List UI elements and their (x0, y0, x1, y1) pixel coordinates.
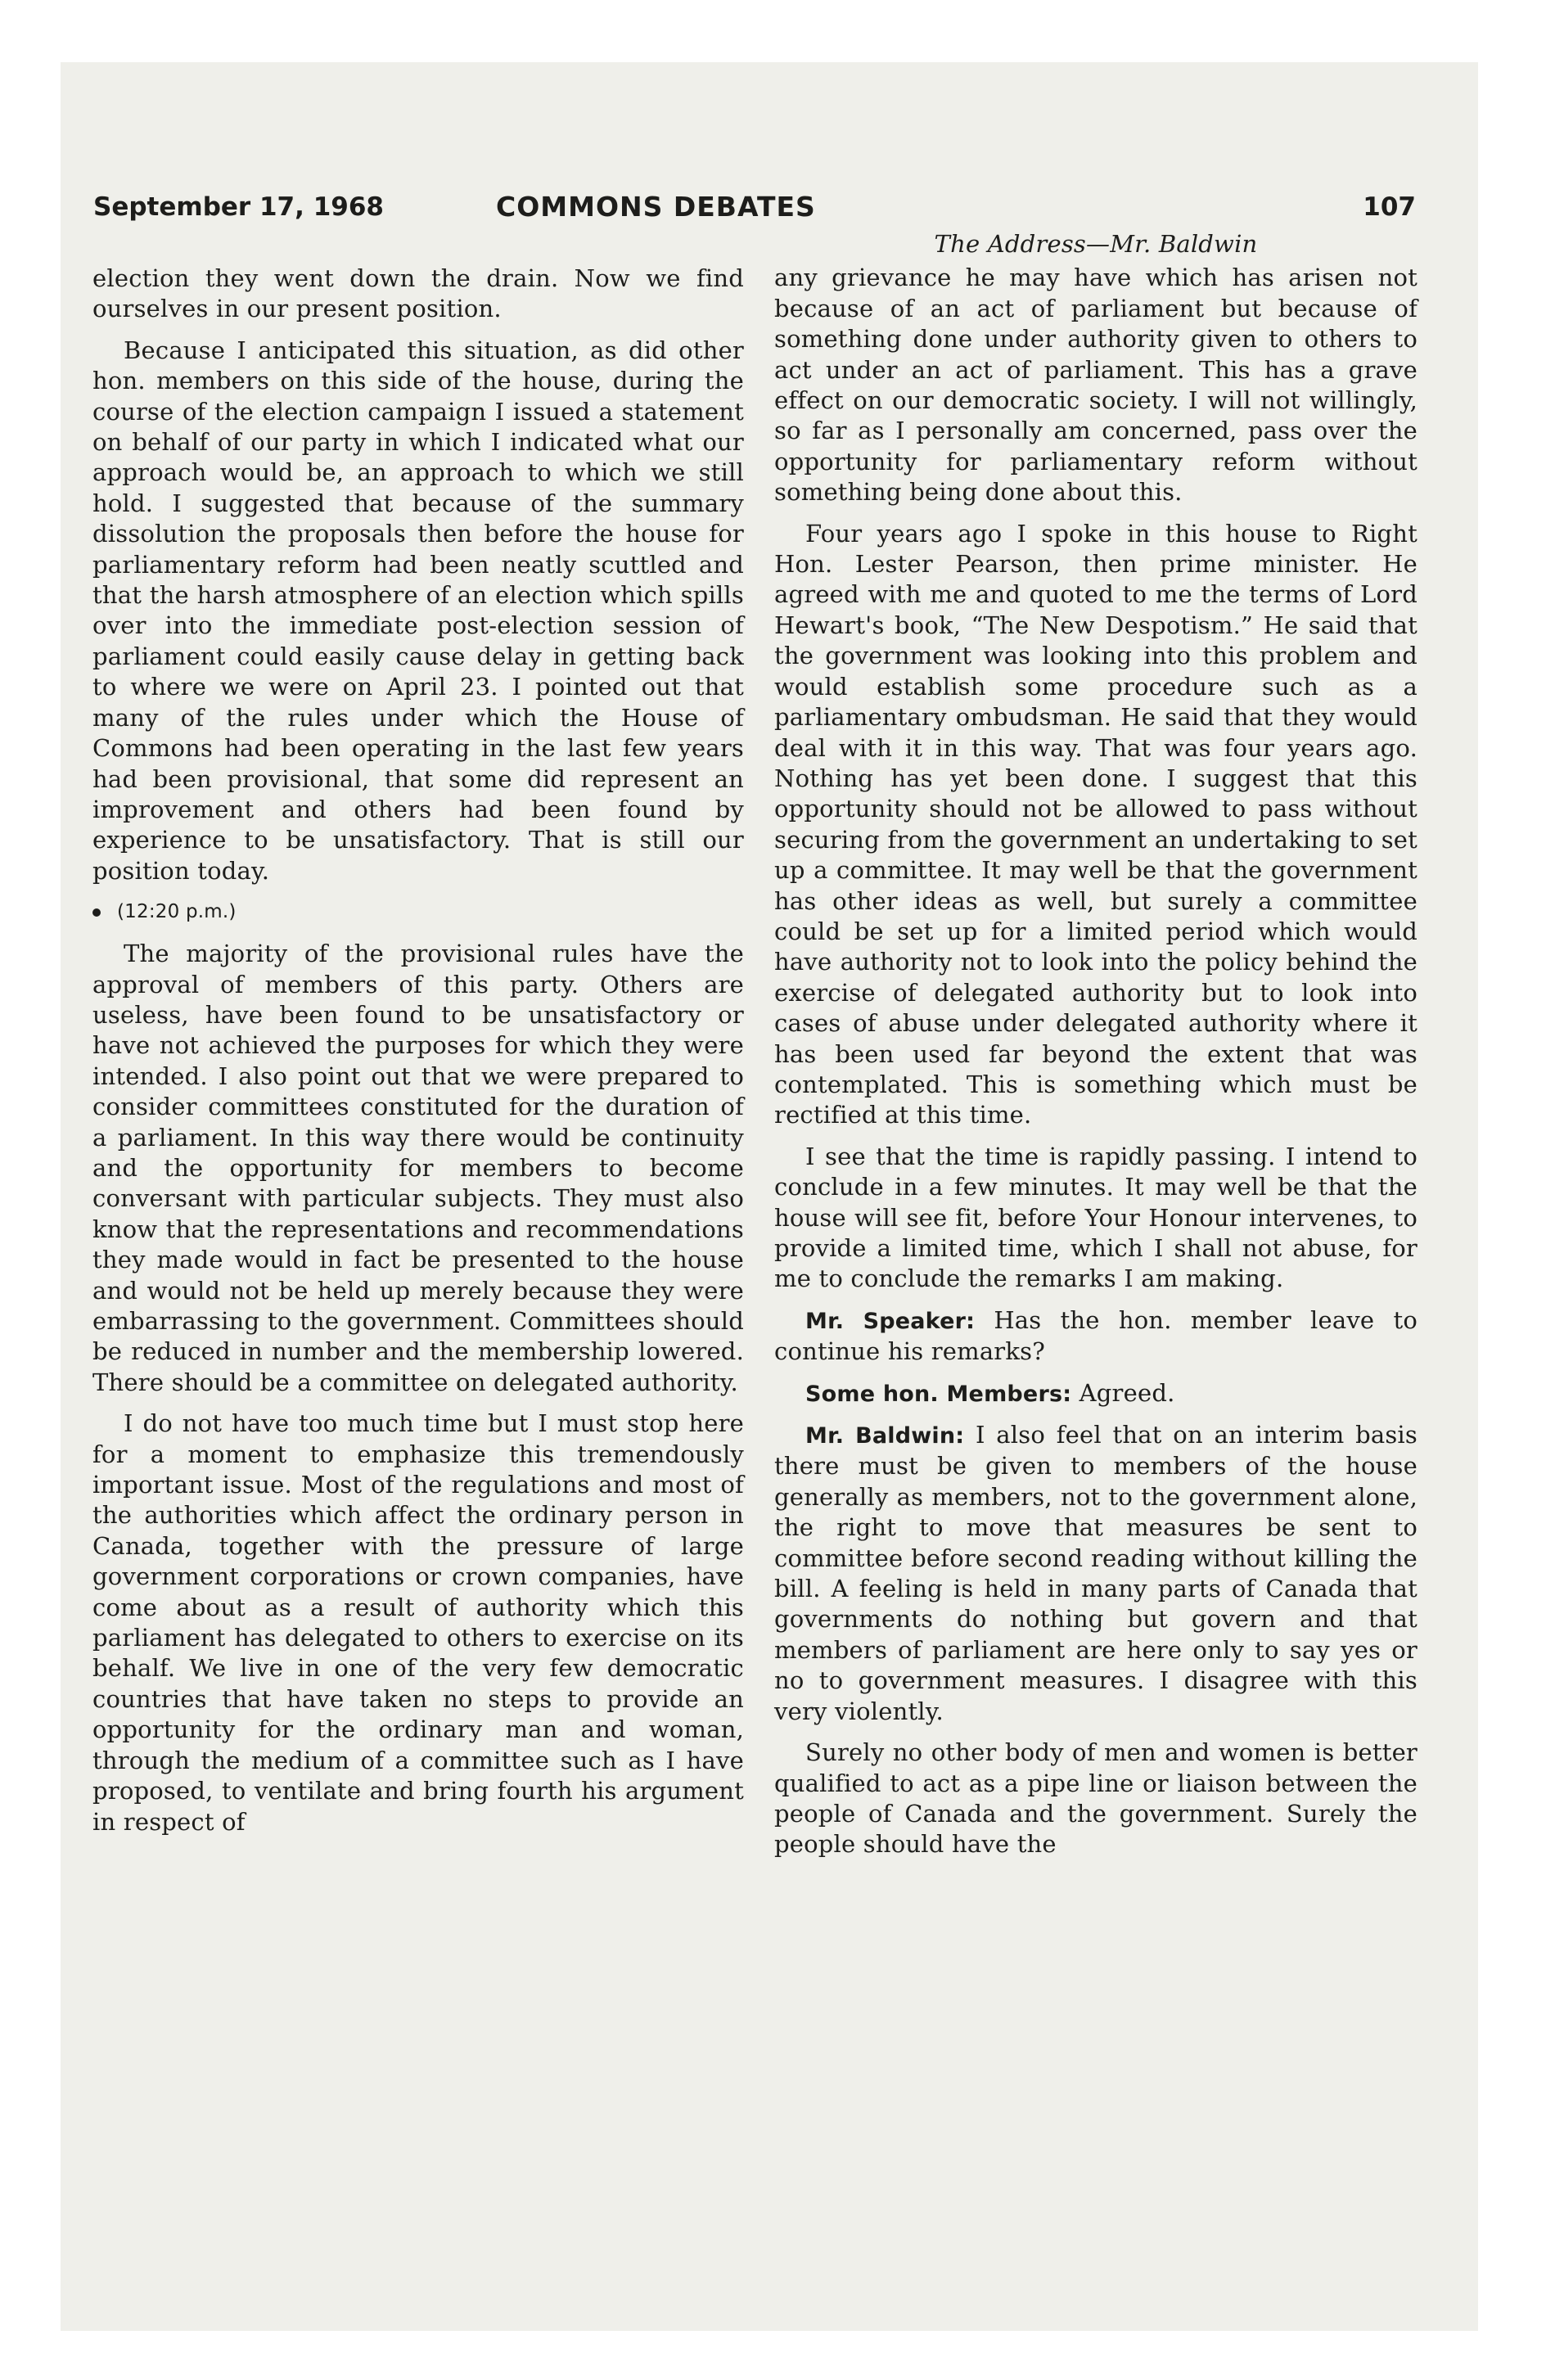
speech-text: Has the hon. member leave to continue his remarks? (774, 1305, 1418, 1366)
timestamp (92, 897, 744, 927)
speaker-name: Mr. Speaker: (805, 1308, 976, 1334)
running-head: The Address—Mr. Baldwin (934, 230, 1258, 258)
left-paragraph-3: The majority of the provisional rules have the approval of members of this party. Others are useless, have been found to be unsatisfactory or have not achieved the purposes for which they were intended. I also point out that we were prepared to consider committees constituted for the duration of a parliament. In this way there would be continuity and the opportunity for members to become conversant with particular subjects. They must also know that the representations and recommendations they made would in fact be presented to the house and would not be held up merely because they were embarrassing to the government. Committees should be reduced in number and the membership lowered. There should be a committee on delegated authority. (92, 940, 744, 1396)
right-paragraph-4: Surely no other body of men and women is better qualified to act as a pipe line or liaison between the people of Canada and the government. Surely the people should have the (774, 1738, 1418, 1859)
right-paragraph-2: Four years ago I spoke in this house to Right Hon. Lester Pearson, then prime minister. He agreed with me and quoted to me the terms of Lord Hewart's book, “The New Despotism.” He said that the government was looking into this problem and would establish some procedure such as a parliamentary ombudsman. He said that they would deal with it in this way. That was four years ago. Nothing has yet been done. I suggest that this opportunity should not be allowed to pass without securing from the government an undertaking to set up a committee. It may well be that the government has other ideas as well, but surely a committee could be set up for a limited period which would have authority not to look into the policy behind the exercise of delegated authority but to look into cases of abuse under delegated authority where it has been used far beyond the extent that was contemplated. This is something which must be rectified at this time. (774, 519, 1418, 1129)
header-title: COMMONS DEBATES (496, 191, 816, 223)
speech-text: I also feel that on an interim basis there must be given to members of the house generally as members, not to the government alone, the right to move that measures be sent to committee before second reading without killing the bill. A feeling is held in many parts of Canada that governments do nothing but govern and that members of parliament are here only to say yes or no to government measures. I disagree with this very violently. (774, 1421, 1418, 1725)
timestamp-text: (12:20 p.m.) (117, 901, 237, 923)
speech-speaker (774, 1305, 1418, 1368)
page-number: 107 (1363, 192, 1416, 222)
speech-baldwin (774, 1420, 1418, 1727)
bullet-icon (92, 908, 101, 917)
right-paragraph-3: I see that the time is rapidly passing. I intend to conclude in a few minutes. It may well be that the house will see fit, before Your Honour intervenes, to provide a limited time, which I shall not abuse, for me to conclude the remarks I am making. (774, 1142, 1418, 1293)
speech-members (774, 1378, 1418, 1409)
left-paragraph-1: election they went down the drain. Now we find ourselves in our present position. (92, 264, 744, 323)
left-column (92, 264, 744, 1848)
speech-text: Agreed. (1071, 1378, 1175, 1407)
header-date: September 17, 1968 (93, 192, 384, 222)
page-header (93, 187, 1416, 228)
right-paragraph-1: any grievance he may have which has arisen not because of an act of parliament but because of something done under authority given to others to act under an act of parliament. This has a grave effect on our democratic society. I will not willingly, so far as I personally am concerned, pass over the opportunity for parliamentary reform without something being done about this. (774, 264, 1418, 507)
speaker-name: Mr. Baldwin: (805, 1423, 965, 1449)
left-paragraph-2: Because I anticipated this situation, as did other hon. members on this side of the house, during the course of the election campaign I issued a statement on behalf of our party in which I indicated what our approach would be, an approach to which we still hold. I suggested that because of the summary dissolution the proposals then before the house for parliamentary reform had been neatly scuttled and that the harsh atmosphere of an election which spills over into the immediate post-election session of parliament could easily cause delay in getting back to where we were on April 23. I pointed out that many of the rules under which the House of Commons had been operating in the last few years had been provisional, that some did represent an improvement and others had been found by experience to be unsatisfactory. That is still our position today. (92, 336, 744, 885)
right-column (774, 229, 1418, 1871)
speaker-name: Some hon. Members: (805, 1381, 1072, 1407)
left-paragraph-4: I do not have too much time but I must stop here for a moment to emphasize this tremendously important issue. Most of the regulations and most of the authorities which affect the ordinary person in Canada, together with the pressure of large government corporations or crown companies, have come about as a result of authority which this parliament has delegated to others to exercise on its behalf. We live in one of the very few democratic countries that have taken no steps to provide an opportunity for the ordinary man and woman, through the medium of a committee such as I have proposed, to ventilate and bring fourth his argument in respect of (92, 1409, 744, 1836)
